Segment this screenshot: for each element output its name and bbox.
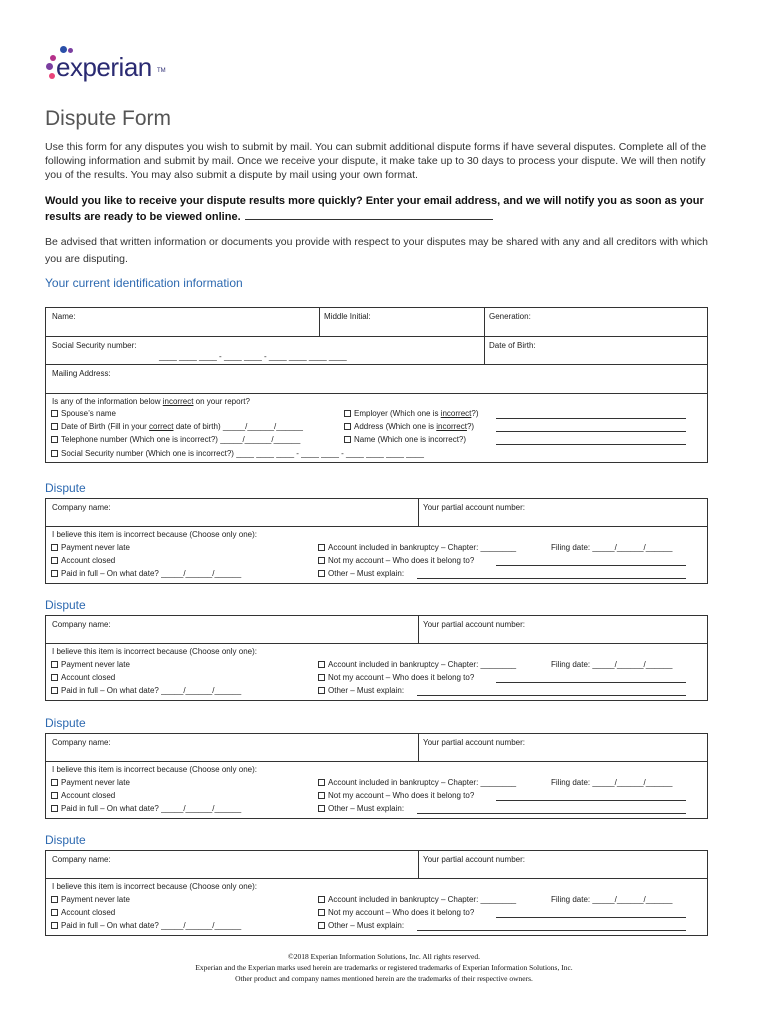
- checkbox[interactable]: [51, 805, 58, 812]
- spouse-checkbox-row[interactable]: Spouse’s name: [51, 409, 116, 418]
- belongs-to-line[interactable]: [496, 917, 686, 918]
- partial-account-label: Your partial account number:: [423, 503, 525, 512]
- copyright: ©2018 Experian Information Solutions, Inc. All rights reserved.: [288, 952, 480, 961]
- other-trademarks: Other product and company names mentioned herein are the trademarks of their respective owners.: [235, 974, 533, 983]
- dispute-box: [45, 733, 708, 819]
- checkbox[interactable]: [51, 674, 58, 681]
- address-checkbox-row[interactable]: Address (Which one is incorrect?): [344, 422, 474, 431]
- checkbox[interactable]: [51, 450, 58, 457]
- other-option[interactable]: Other – Must explain:: [318, 686, 404, 695]
- email-field[interactable]: [245, 209, 493, 220]
- dispute-company-row[interactable]: [46, 616, 707, 644]
- dispute-heading: Dispute: [45, 716, 86, 730]
- identification-box: [45, 307, 708, 463]
- address-line[interactable]: [496, 431, 686, 432]
- bankruptcy-option[interactable]: Account included in bankruptcy – Chapter: ________: [318, 660, 516, 669]
- closed-option[interactable]: Account closed: [51, 908, 115, 917]
- name-line[interactable]: [496, 444, 686, 445]
- checkbox[interactable]: [344, 410, 351, 417]
- dispute-box: [45, 615, 708, 701]
- explain-line[interactable]: [417, 578, 686, 579]
- dispute-reason-row: [46, 762, 707, 818]
- ssn-blank: ____ ____ ____ - ____ ____ - ____ ____ ____ ____: [159, 352, 347, 361]
- paid-full-option[interactable]: Paid in full – On what date? _____/______/______: [51, 921, 241, 930]
- generation-label: Generation:: [489, 312, 531, 321]
- checkbox[interactable]: [318, 909, 325, 916]
- checkbox[interactable]: [51, 410, 58, 417]
- bankruptcy-option[interactable]: Account included in bankruptcy – Chapter: ________: [318, 778, 516, 787]
- bankruptcy-option[interactable]: Account included in bankruptcy – Chapter: ________: [318, 895, 516, 904]
- experian-logo: [44, 44, 174, 88]
- reason-prompt: I believe this item is incorrect because (Choose only one):: [52, 530, 257, 539]
- generation-cell[interactable]: [484, 308, 707, 336]
- page-title: Dispute Form: [45, 107, 172, 130]
- logo-dot: [49, 73, 55, 79]
- paid-full-option[interactable]: Paid in full – On what date? _____/______/______: [51, 686, 241, 695]
- employer-checkbox-row[interactable]: Employer (Which one is incorrect?): [344, 409, 479, 418]
- filing-date: Filing date: _____/______/______: [551, 778, 673, 787]
- logo-dot: [46, 63, 53, 70]
- ssn-label: Social Security number:: [52, 341, 137, 350]
- not-my-account-option[interactable]: Not my account – Who does it belong to?: [318, 791, 474, 800]
- company-name-label: Company name:: [52, 738, 111, 747]
- email-prompt-text: Would you like to receive your dispute results more quickly? Enter your email address, and we will notify you as soon as your results are ready to be viewed online.: [45, 195, 704, 223]
- ssn-checkbox-row[interactable]: Social Security number (Which one is incorrect?) ____ ____ ____ - ____ ____ - ____ ____ ____ ____: [51, 449, 424, 458]
- belongs-to-line[interactable]: [496, 682, 686, 683]
- footer: [0, 951, 768, 984]
- filing-date: Filing date: _____/______/______: [551, 895, 673, 904]
- logo-tm: TM: [157, 68, 166, 74]
- checkbox[interactable]: [51, 792, 58, 799]
- dispute-heading: Dispute: [45, 598, 86, 612]
- checkbox[interactable]: [51, 922, 58, 929]
- telephone-checkbox-row[interactable]: Telephone number (Which one is incorrect?) _____/______/______: [51, 435, 300, 444]
- other-option[interactable]: Other – Must explain:: [318, 804, 404, 813]
- other-option[interactable]: Other – Must explain:: [318, 569, 404, 578]
- partial-account-label: Your partial account number:: [423, 855, 525, 864]
- checkbox[interactable]: [51, 557, 58, 564]
- dispute-reason-row: [46, 879, 707, 935]
- dispute-box: [45, 850, 708, 936]
- filing-date: Filing date: _____/______/______: [551, 660, 673, 669]
- reason-prompt: I believe this item is incorrect because (Choose only one):: [52, 647, 257, 656]
- never-late-option[interactable]: Payment never late: [51, 778, 130, 787]
- dispute-company-row[interactable]: [46, 499, 707, 527]
- dispute-heading: Dispute: [45, 833, 86, 847]
- dispute-company-row[interactable]: [46, 734, 707, 762]
- partial-account-cell[interactable]: [418, 851, 707, 878]
- middle-initial-label: Middle Initial:: [324, 312, 371, 321]
- checkbox[interactable]: [318, 896, 325, 903]
- paid-full-option[interactable]: Paid in full – On what date? _____/______/______: [51, 569, 241, 578]
- partial-account-cell[interactable]: [418, 499, 707, 526]
- not-my-account-option[interactable]: Not my account – Who does it belong to?: [318, 673, 474, 682]
- checkbox[interactable]: [344, 436, 351, 443]
- never-late-option[interactable]: Payment never late: [51, 543, 130, 552]
- incorrect-question: Is any of the information below incorrect on your report?: [52, 397, 250, 406]
- never-late-option[interactable]: Payment never late: [51, 895, 130, 904]
- closed-option[interactable]: Account closed: [51, 673, 115, 682]
- dob-checkbox-row[interactable]: Date of Birth (Fill in your correct date of birth) _____/______/______: [51, 422, 303, 431]
- checkbox[interactable]: [51, 423, 58, 430]
- dispute-reason-row: [46, 527, 707, 583]
- id-row-ssn[interactable]: [46, 337, 707, 365]
- partial-account-label: Your partial account number:: [423, 738, 525, 747]
- logo-wordmark: experian: [56, 52, 152, 82]
- checkbox[interactable]: [318, 557, 325, 564]
- closed-option[interactable]: Account closed: [51, 791, 115, 800]
- company-name-label: Company name:: [52, 855, 111, 864]
- checkbox[interactable]: [318, 661, 325, 668]
- partial-account-label: Your partial account number:: [423, 620, 525, 629]
- checkbox[interactable]: [51, 661, 58, 668]
- checkbox[interactable]: [51, 436, 58, 443]
- checkbox[interactable]: [318, 687, 325, 694]
- trademark-notice: Experian and the Experian marks used herein are trademarks or registered trademarks of Experian Information Solutions, Inc.: [195, 963, 573, 972]
- belongs-to-line[interactable]: [496, 800, 686, 801]
- dob-cell[interactable]: [484, 337, 707, 364]
- checkbox[interactable]: [51, 779, 58, 786]
- checkbox[interactable]: [51, 570, 58, 577]
- other-option[interactable]: Other – Must explain:: [318, 921, 404, 930]
- intro-paragraph: Use this form for any disputes you wish to submit by mail. You can submit additional dispute forms if have several disputes. Complete all of the following information and submit by mail. Once we receive your dispute, it make take up to 30 days to process your dispute. We will then notify you of the results. You may also submit a dispute by mail using your own format.: [45, 141, 707, 181]
- bankruptcy-option[interactable]: Account included in bankruptcy – Chapter: ________: [318, 543, 516, 552]
- never-late-option[interactable]: Payment never late: [51, 660, 130, 669]
- id-row-incorrect: [46, 394, 707, 462]
- checkbox[interactable]: [318, 674, 325, 681]
- checkbox[interactable]: [318, 805, 325, 812]
- closed-option[interactable]: Account closed: [51, 556, 115, 565]
- partial-account-cell[interactable]: [418, 616, 707, 643]
- filing-date: Filing date: _____/______/______: [551, 543, 673, 552]
- email-prompt: [45, 194, 715, 225]
- checkbox[interactable]: [318, 922, 325, 929]
- explain-line[interactable]: [417, 813, 686, 814]
- checkbox[interactable]: [318, 792, 325, 799]
- checkbox[interactable]: [344, 423, 351, 430]
- checkbox[interactable]: [51, 896, 58, 903]
- dispute-heading: Dispute: [45, 481, 86, 495]
- reason-prompt: I believe this item is incorrect because (Choose only one):: [52, 765, 257, 774]
- checkbox[interactable]: [51, 544, 58, 551]
- name-checkbox-row[interactable]: Name (Which one is incorrect?): [344, 435, 466, 444]
- not-my-account-option[interactable]: Not my account – Who does it belong to?: [318, 908, 474, 917]
- mailing-address-label: Mailing Address:: [52, 369, 111, 378]
- explain-line[interactable]: [417, 695, 686, 696]
- paid-full-option[interactable]: Paid in full – On what date? _____/______/______: [51, 804, 241, 813]
- checkbox[interactable]: [318, 544, 325, 551]
- dispute-reason-row: [46, 644, 707, 700]
- employer-line[interactable]: [496, 418, 686, 419]
- partial-account-cell[interactable]: [418, 734, 707, 761]
- id-row-address[interactable]: [46, 365, 707, 394]
- dispute-company-row[interactable]: [46, 851, 707, 879]
- reason-prompt: I believe this item is incorrect because (Choose only one):: [52, 882, 257, 891]
- company-name-label: Company name:: [52, 503, 111, 512]
- checkbox[interactable]: [51, 909, 58, 916]
- id-section-heading: Your current identification information: [45, 276, 243, 290]
- explain-line[interactable]: [417, 930, 686, 931]
- checkbox[interactable]: [51, 687, 58, 694]
- name-label: Name:: [52, 312, 76, 321]
- belongs-to-line[interactable]: [496, 565, 686, 566]
- dob-label: Date of Birth:: [489, 341, 536, 350]
- id-row-name: [46, 308, 707, 337]
- checkbox[interactable]: [318, 570, 325, 577]
- dispute-box: [45, 498, 708, 584]
- not-my-account-option[interactable]: Not my account – Who does it belong to?: [318, 556, 474, 565]
- advisory-paragraph: Be advised that written information or documents you provide with respect to your disputes may be shared with any and all creditors with which you are disputing.: [45, 236, 708, 265]
- checkbox[interactable]: [318, 779, 325, 786]
- company-name-label: Company name:: [52, 620, 111, 629]
